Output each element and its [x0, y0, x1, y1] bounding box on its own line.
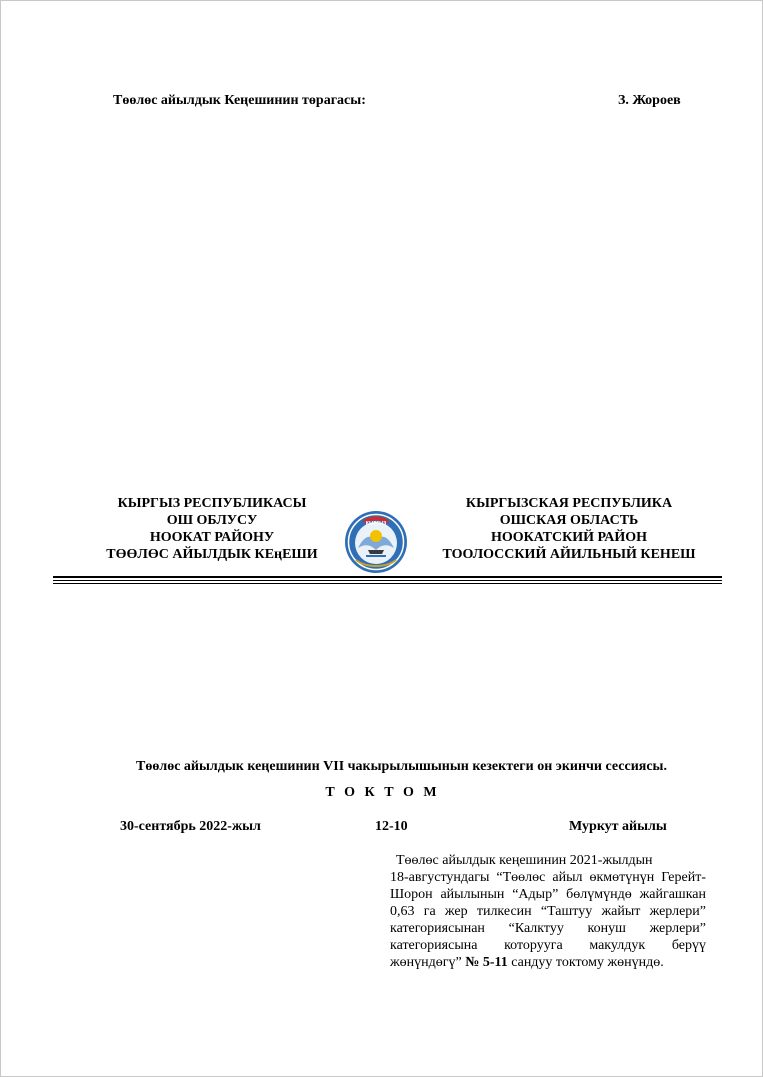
decree-title: Т О К Т О М [325, 785, 440, 800]
letterhead-divider [53, 583, 722, 584]
letterhead-left-line: НООКАТ РАЙОНУ [149, 530, 275, 545]
letterhead-right-line: КЫРГЫЗСКАЯ РЕСПУБЛИКА [465, 496, 673, 511]
subject-text: 18-августундагы “Төөлөс айыл өкмөтүнүн Герейт-Шорон айылынын “Адыр” бөлүмүндө жайгашкан 0,63 га жер тилкесин “Таштуу жайыт жерлери” категориясынан “Калктуу конуш жерлери” категориясына которууга макулдук берүү жөнүндөгү” [390, 870, 706, 970]
letterhead-right-line: НООКАТСКИЙ РАЙОН [490, 530, 648, 545]
decree-date: 30-сентябрь 2022-жыл [120, 819, 261, 834]
subject-tail: сандуу токтому жөнүндө. [511, 955, 664, 970]
subject-first-line: Төөлөс айылдык кеңешинин 2021-жылдын [396, 853, 653, 868]
state-emblem-icon [344, 510, 408, 574]
session-heading: Төөлөс айылдык кеңешинин VII чакырылышынын кезектеги он экинчи сессиясы. [136, 759, 667, 774]
letterhead-right-line: ОШСКАЯ ОБЛАСТЬ [499, 513, 639, 528]
letterhead-left [96, 495, 328, 563]
letterhead-left-line: КЫРГЫЗ РЕСПУБЛИКАСЫ [117, 496, 307, 511]
signature-title: Төөлөс айылдык Кеңешинин төрагасы: [113, 93, 366, 108]
emblem-text: КЫРГЫЗ [365, 520, 387, 526]
signature-name: З. Жороев [618, 93, 681, 108]
letterhead-right [424, 495, 714, 563]
letterhead-divider [53, 576, 722, 578]
letterhead-left-line: ОШ ОБЛУСУ [166, 513, 258, 528]
subject-number: № 5-11 [465, 955, 508, 970]
decree-number: 12-10 [375, 819, 408, 834]
decree-subject [390, 852, 706, 971]
letterhead-left-line: ТӨӨЛӨС АЙЫЛДЫК КЕңЕШИ [106, 547, 318, 562]
decree-place: Муркут айылы [569, 819, 667, 834]
letterhead-right-line: ТООЛОССКИЙ АЙИЛЬНЫЙ КЕНЕШ [442, 547, 696, 562]
subject-body [390, 869, 706, 971]
letterhead-divider [53, 580, 722, 581]
